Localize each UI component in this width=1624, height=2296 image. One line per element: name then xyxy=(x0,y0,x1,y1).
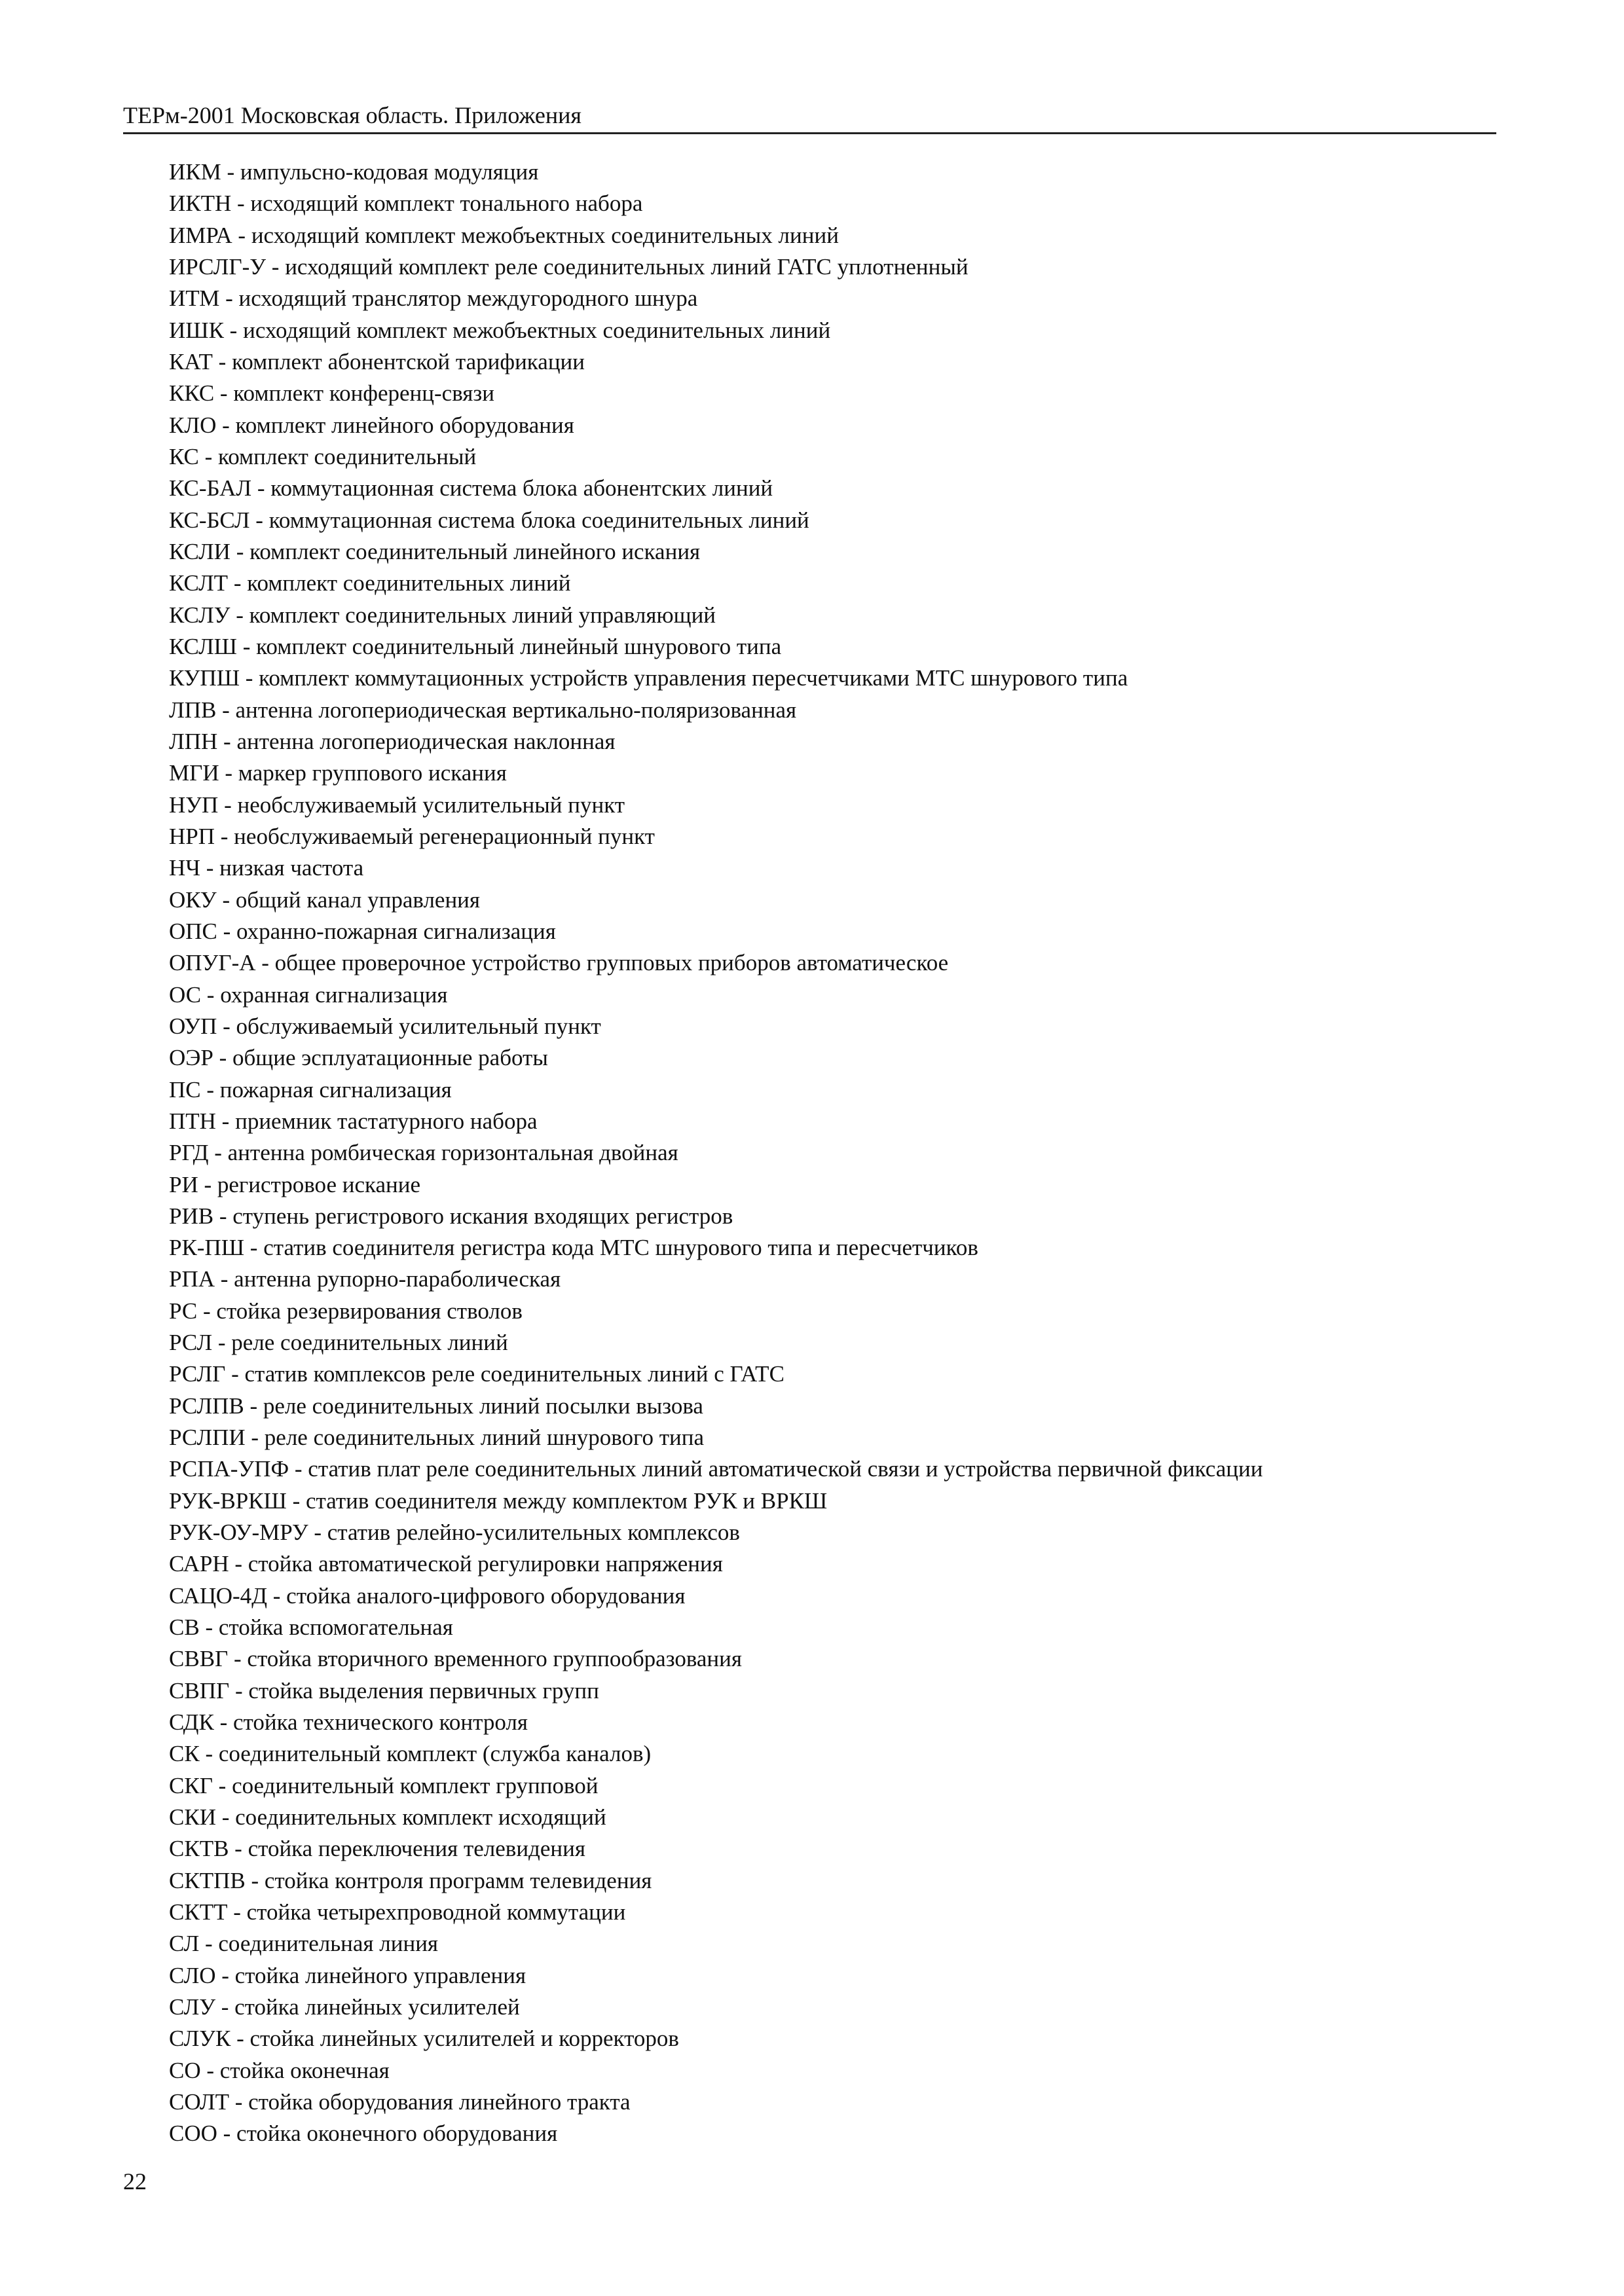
abbreviation-entry: КС-БАЛ - коммутационная система блока абонентских линий xyxy=(169,475,773,501)
abbreviation-entry: КАТ - комплект абонентской тарификации xyxy=(169,348,585,374)
abbreviation-list xyxy=(169,156,1263,2150)
abbreviation-entry: ИРСЛГ-У - исходящий комплект реле соединительных линий ГАТС уплотненный xyxy=(169,253,969,280)
abbreviation-entry: ИТМ - исходящий транслятор междугородного шнура xyxy=(169,285,698,312)
abbreviation-entry: ПТН - приемник тастатурного набора xyxy=(169,1108,538,1134)
abbreviation-entry: СО - стойка оконечная xyxy=(169,2057,390,2083)
abbreviation-entry: СОЛТ - стойка оборудования линейного тракта xyxy=(169,2089,631,2115)
abbreviation-entry: КСЛШ - комплект соединительный линейный шнурового типа xyxy=(169,633,782,659)
abbreviation-entry: СКТПВ - стойка контроля программ телевидения xyxy=(169,1867,652,1893)
abbreviation-entry: МГИ - маркер группового искания xyxy=(169,760,507,786)
abbreviation-entry: КУПШ - комплект коммутационных устройств управления пересчетчиками МТС шнурового типа xyxy=(169,665,1128,691)
abbreviation-entry: РПА - антенна рупорно-параболическая xyxy=(169,1266,561,1292)
abbreviation-entry: ККС - комплект конференц-связи xyxy=(169,380,494,407)
abbreviation-entry: НЧ - низкая частота xyxy=(169,855,364,881)
abbreviation-entry: ИШК - исходящий комплект межобъектных соединительных линий xyxy=(169,317,831,343)
abbreviation-entry: ИМРА - исходящий комплект межобъектных соединительных линий xyxy=(169,222,839,248)
abbreviation-entry: СВВГ - стойка вторичного временного группообразования xyxy=(169,1646,742,1672)
abbreviation-entry: ОС - охранная сигнализация xyxy=(169,981,448,1008)
abbreviation-entry: НУП - необслуживаемый усилительный пункт xyxy=(169,792,625,818)
abbreviation-entry: РИВ - ступень регистрового искания входящих регистров xyxy=(169,1203,733,1229)
abbreviation-entry: КСЛТ - комплект соединительных линий xyxy=(169,570,571,596)
abbreviation-entry: РУК-ОУ-МРУ - статив релейно-усилительных комплексов xyxy=(169,1520,740,1546)
abbreviation-entry: СКТВ - стойка переключения телевидения xyxy=(169,1836,585,1862)
abbreviation-entry: РСЛГ - статив комплексов реле соединительных линий с ГАТС xyxy=(169,1361,784,1387)
abbreviation-entry: ЛПВ - антенна логопериодическая вертикально-поляризованная xyxy=(169,697,797,723)
page-header xyxy=(123,98,1496,134)
abbreviation-entry: РИ - регистровое искание xyxy=(169,1171,421,1197)
abbreviation-entry: ИКМ - импульсно-кодовая модуляция xyxy=(169,159,539,185)
abbreviation-entry: РК-ПШ - статив соединителя регистра кода МТС шнурового типа и пересчетчиков xyxy=(169,1235,978,1261)
abbreviation-entry: СОО - стойка оконечного оборудования xyxy=(169,2121,558,2147)
abbreviation-entry: РСЛПИ - реле соединительных линий шнурового типа xyxy=(169,1425,705,1451)
page-number: 22 xyxy=(123,2168,147,2195)
abbreviation-entry: СВ - стойка вспомогательная xyxy=(169,1614,453,1641)
abbreviation-entry: СК - соединительный комплект (служба каналов) xyxy=(169,1741,652,1767)
abbreviation-entry: ПС - пожарная сигнализация xyxy=(169,1076,452,1102)
abbreviation-entry: РСЛ - реле соединительных линий xyxy=(169,1330,508,1356)
abbreviation-entry: САРН - стойка автоматической регулировки напряжения xyxy=(169,1551,723,1577)
abbreviation-entry: РУК-ВРКШ - статив соединителя между комплектом РУК и ВРКШ xyxy=(169,1487,828,1514)
abbreviation-entry: РСПА-УПФ - статив плат реле соединительных линий автоматической связи и устройства первичной фиксации xyxy=(169,1456,1263,1482)
abbreviation-entry: ЛПН - антенна логопериодическая наклонная xyxy=(169,728,616,754)
abbreviation-entry: САЦО-4Д - стойка аналого-цифрового оборудования xyxy=(169,1582,686,1609)
abbreviation-entry: ОПС - охранно-пожарная сигнализация xyxy=(169,918,556,944)
abbreviation-entry: ОУП - обслуживаемый усилительный пункт xyxy=(169,1013,601,1039)
abbreviation-entry: СЛУ - стойка линейных усилителей xyxy=(169,1994,520,2020)
abbreviation-entry: СДК - стойка технического контроля xyxy=(169,1709,528,1736)
abbreviation-entry: РГД - антенна ромбическая горизонтальная двойная xyxy=(169,1140,678,1166)
abbreviation-entry: СЛ - соединительная линия xyxy=(169,1931,439,1957)
abbreviation-entry: СКИ - соединительных комплект исходящий xyxy=(169,1804,606,1831)
abbreviation-entry: НРП - необслуживаемый регенерационный пункт xyxy=(169,823,655,849)
abbreviation-entry: СКТТ - стойка четырехпроводной коммутации xyxy=(169,1899,626,1925)
abbreviation-entry: СЛУК - стойка линейных усилителей и корректоров xyxy=(169,2026,679,2052)
abbreviation-entry: СВПГ - стойка выделения первичных групп xyxy=(169,1677,599,1704)
abbreviation-entry: ИКТН - исходящий комплект тонального набора xyxy=(169,191,643,217)
abbreviation-entry: КСЛУ - комплект соединительных линий управляющий xyxy=(169,602,716,628)
abbreviation-entry: ОПУГ-А - общее проверочное устройство групповых приборов автоматическое xyxy=(169,950,949,976)
abbreviation-entry: КС-БСЛ - коммутационная система блока соединительных линий xyxy=(169,507,809,533)
abbreviation-entry: ОЭР - общие эсплуатационные работы xyxy=(169,1045,548,1071)
abbreviation-entry: СКГ - соединительный комплект групповой xyxy=(169,1772,599,1798)
header-title: ТЕРм-2001 Московская область. Приложения xyxy=(123,102,581,128)
abbreviation-entry: СЛО - стойка линейного управления xyxy=(169,1962,526,1988)
abbreviation-entry: КСЛИ - комплект соединительный линейного искания xyxy=(169,538,701,564)
abbreviation-entry: КЛО - комплект линейного оборудования xyxy=(169,412,574,438)
abbreviation-entry: ОКУ - общий канал управления xyxy=(169,886,481,913)
abbreviation-entry: РСЛПВ - реле соединительных линий посылки вызова xyxy=(169,1393,703,1419)
abbreviation-entry: РС - стойка резервирования стволов xyxy=(169,1298,523,1324)
abbreviation-entry: КС - комплект соединительный xyxy=(169,443,477,469)
